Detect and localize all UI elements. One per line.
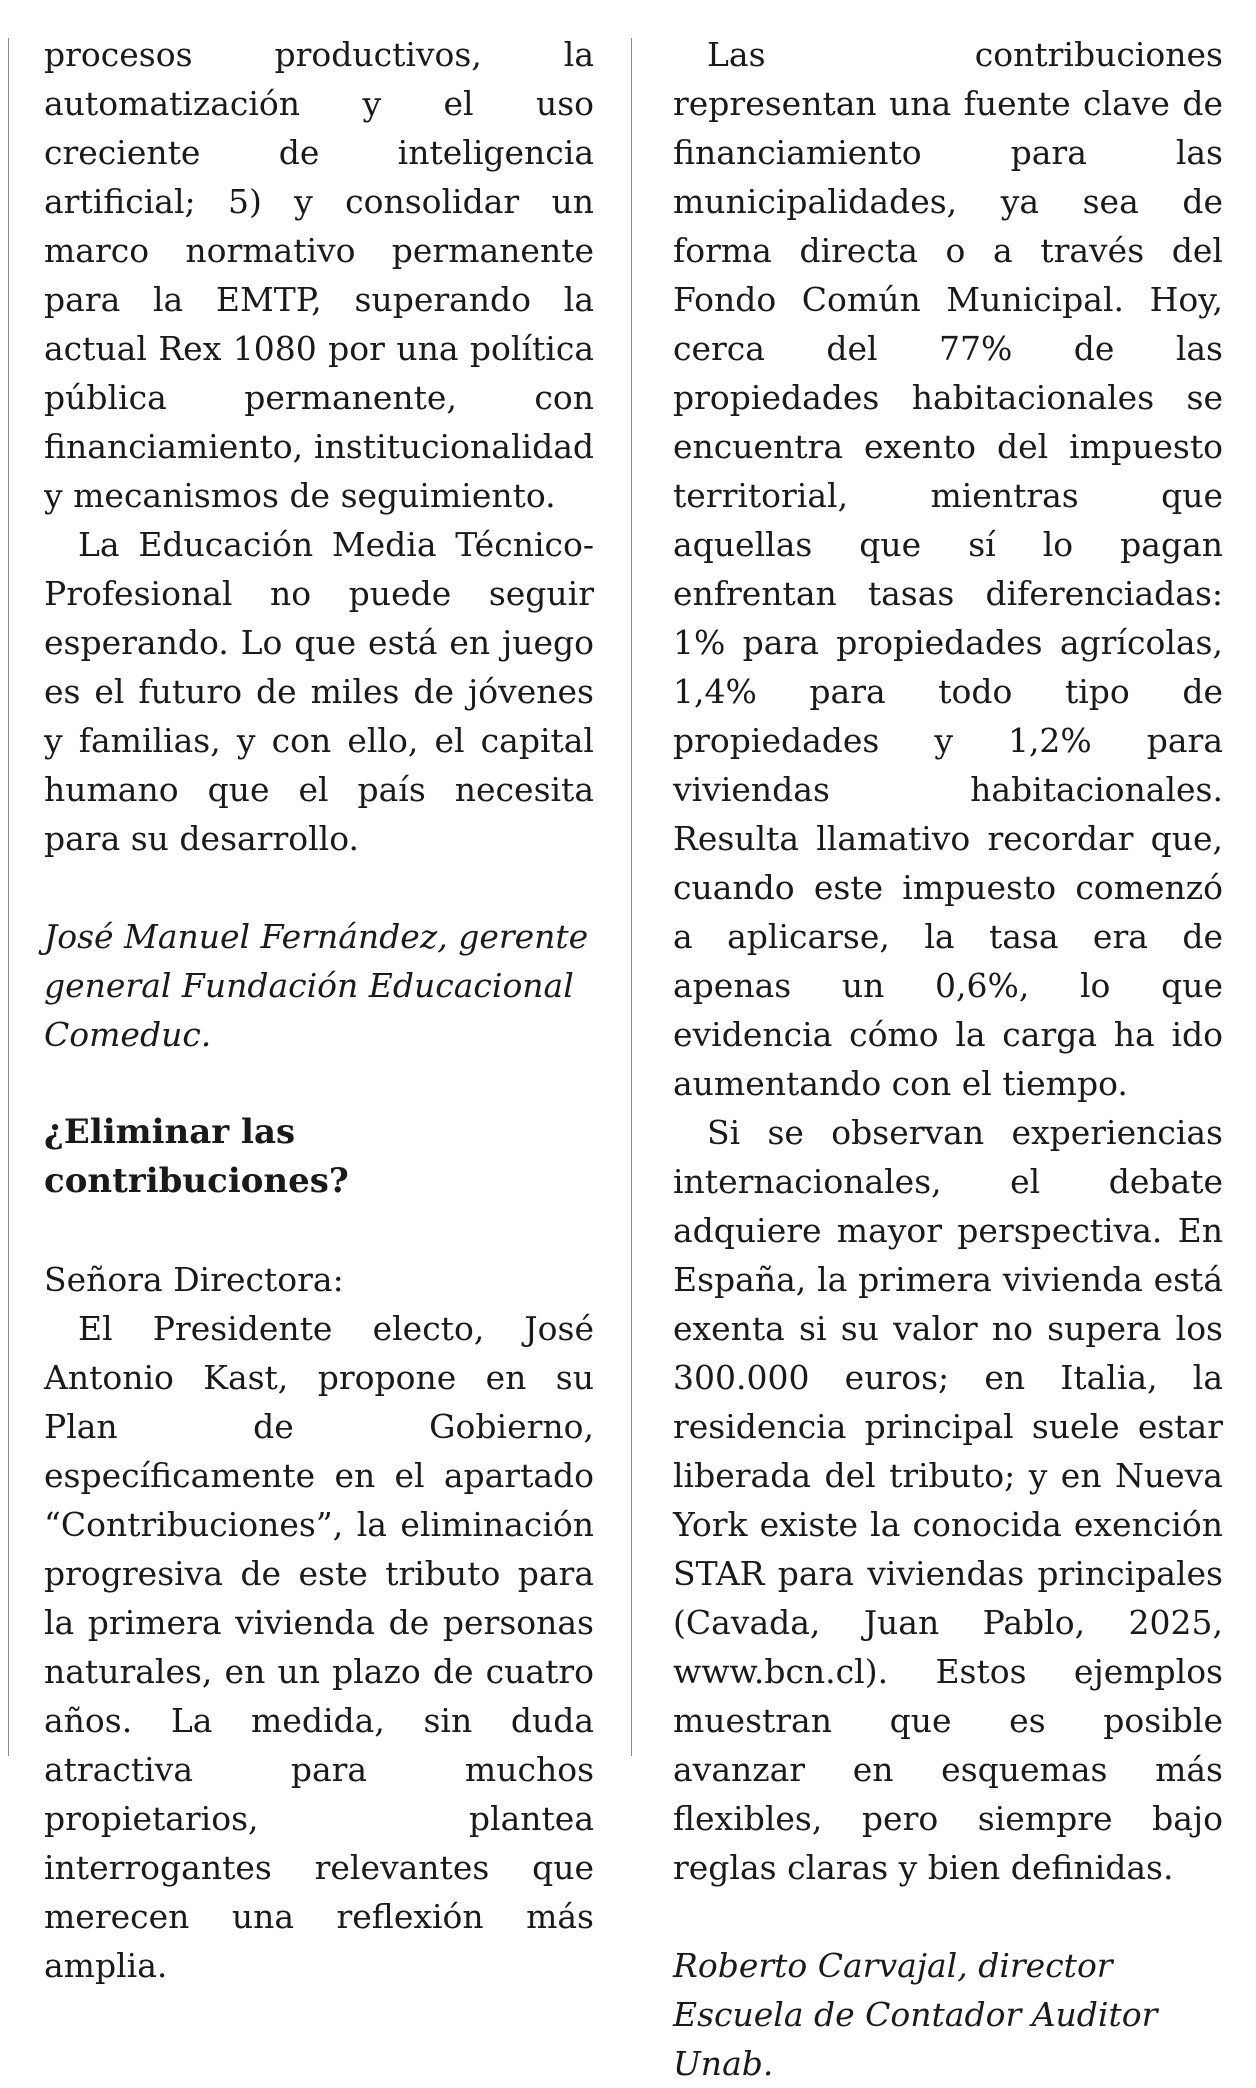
- letter-2-paragraph-3: Si se observan experiencias internacionales, el debate adquiere mayor perspectiva. En España, la primera vivienda está exenta si su valor no supera los 300.000 euros; en Italia, la residencia principal suele estar liberada del tributo; y en Nueva York existe la conocida exención STAR para viviendas principales (Cavada, Juan Pablo, 2025, www.bcn.cl). Estos ejemplos muestran que es posible avanzar en esquemas más flexibles, pero siempre bajo reglas claras y bien definidas.: [673, 1113, 1223, 1887]
- letter-1-signature: José Manuel Fernández, gerente general Fundación Educacional Comeduc.: [44, 917, 589, 1054]
- letter-2-heading: ¿Eliminar las contribuciones?: [44, 1112, 349, 1201]
- letter-1-paragraph: La Educación Media Técnico-Profesional no puede seguir esperando. Lo que está en juego es el futuro de miles de jóvenes y familias, y con ello, el capital humano que el país necesita para su desarrollo.: [44, 525, 594, 858]
- letter-2-salutation: Señora Directora:: [44, 1260, 344, 1299]
- left-column-rule: [8, 38, 9, 1756]
- letter-2-signature: Roberto Carvajal, director Escuela de Contador Auditor Unab.: [673, 1946, 1158, 2083]
- letter-2-paragraph-2: Las contribuciones representan una fuente clave de financiamiento para las municipalidades, ya sea de forma directa o a través del Fondo Común Municipal. Hoy, cerca del 77% de las propiedades habitacionales se encuentra exento del impuesto territorial, mientras que aquellas que sí lo pagan enfrentan tasas diferenciadas: 1% para propiedades agrícolas, 1,4% para todo tipo de propiedades y 1,2% para viviendas habitacionales. Resulta llamativo recordar que, cuando este impuesto comenzó a aplicarse, la tasa era de apenas un 0,6%, lo que evidencia cómo la carga ha ido aumentando con el tiempo.: [673, 35, 1223, 1103]
- left-column: [44, 30, 594, 1990]
- letter-2-paragraph-1: El Presidente electo, José Antonio Kast, propone en su Plan de Gobierno, específicamente en el apartado “Contribuciones”, la eliminación progresiva de este tributo para la primera vivienda de personas naturales, en un plazo de cuatro años. La medida, sin duda atractiva para muchos propietarios, plantea interrogantes relevantes que merecen una reflexión más amplia.: [44, 1309, 594, 1985]
- letter-1-continuation: procesos productivos, la automatización y el uso creciente de inteligencia artificial; 5) y consolidar un marco normativo permanente para la EMTP, superando la actual Rex 1080 por una política pública permanente, con financiamiento, institucionalidad y mecanismos de seguimiento.: [44, 35, 594, 515]
- right-column: [673, 30, 1223, 2088]
- column-divider-rule: [631, 38, 632, 1756]
